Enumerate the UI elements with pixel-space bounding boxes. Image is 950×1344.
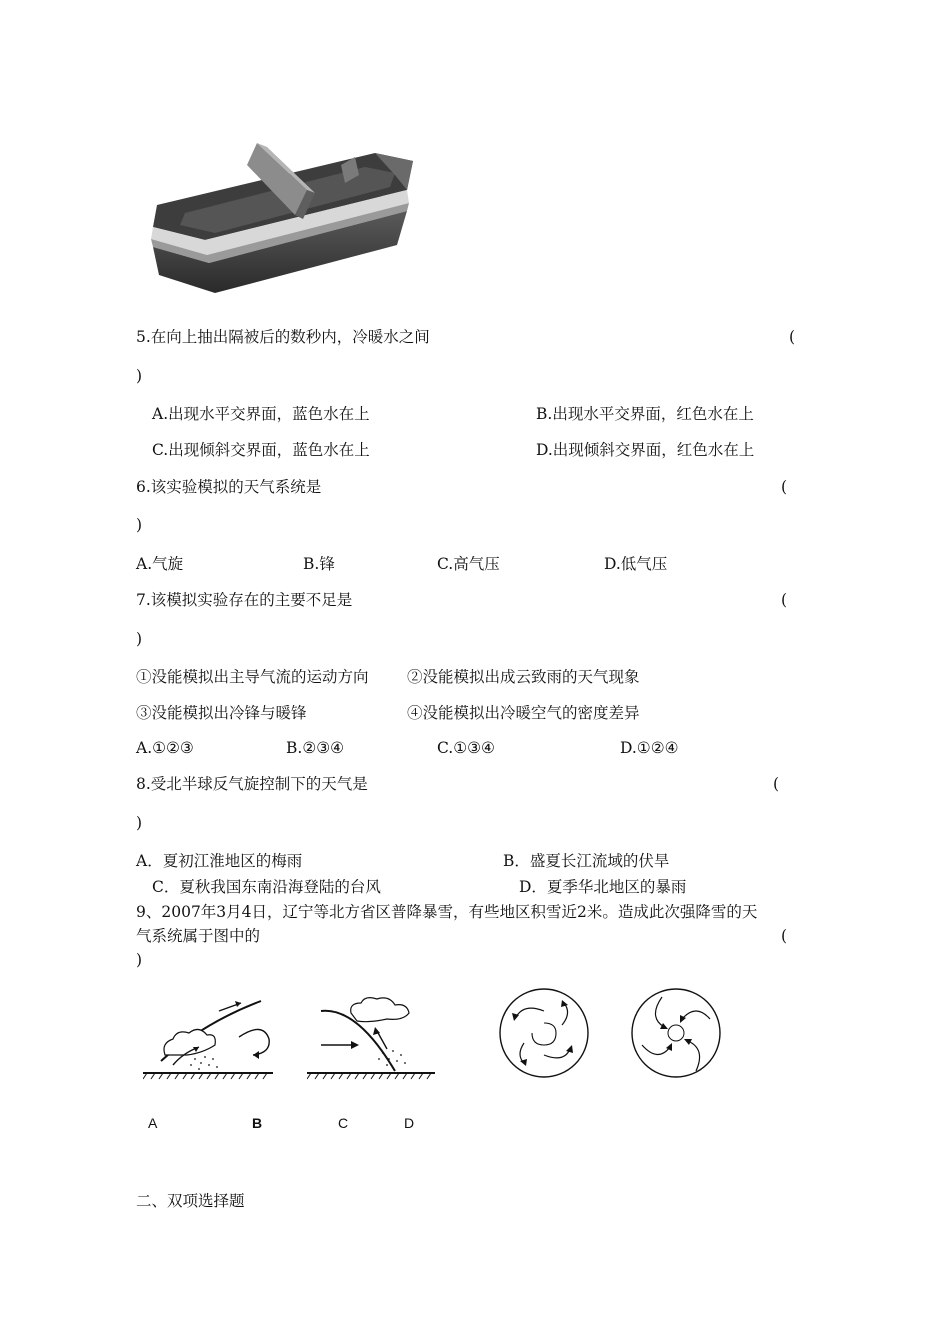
- figure-label-d: D: [404, 1115, 415, 1131]
- q8-option-b: B．盛夏长江流域的伏旱: [503, 852, 670, 870]
- q5-option-a: A.出现水平交界面，蓝色水在上: [152, 405, 370, 423]
- q5-option-c: C.出现倾斜交界面，蓝色水在上: [152, 441, 370, 459]
- q7-answer-paren-open: (: [781, 591, 788, 609]
- q7-option-d: D.①②④: [620, 739, 679, 757]
- figure-label-b: B: [252, 1115, 263, 1131]
- q9-answer-paren-open: (: [781, 927, 788, 945]
- q7-option-c: C.①③④: [437, 739, 495, 757]
- figure-circulation-inward: [626, 983, 726, 1083]
- q7-stem: 7.该模拟实验存在的主要不足是: [136, 591, 353, 609]
- q8-answer-paren-open: (: [773, 775, 780, 793]
- q8-option-a: A．夏初江淮地区的梅雨: [136, 852, 303, 870]
- q6-stem: 6.该实验模拟的天气系统是: [136, 478, 322, 496]
- q8-option-c: C．夏秋我国东南沿海登陆的台风: [152, 878, 381, 896]
- q5-option-b: B.出现水平交界面，红色水在上: [536, 405, 754, 423]
- q6-option-c: C.高气压: [437, 555, 500, 573]
- figure-label-a: A: [148, 1115, 158, 1131]
- q6-option-d: D.低气压: [604, 555, 668, 573]
- q5-option-d: D.出现倾斜交界面，红色水在上: [536, 441, 755, 459]
- q7-item-1: ①没能模拟出主导气流的运动方向: [136, 668, 369, 686]
- q9-answer-paren-close: ): [136, 951, 143, 969]
- q5-stem: 5.在向上抽出隔被后的数秒内，冷暖水之间: [136, 328, 430, 346]
- figure-a-cold-front: [143, 993, 283, 1083]
- q7-item-4: ④没能模拟出冷暖空气的密度差异: [407, 704, 640, 722]
- q8-stem: 8.受北半球反气旋控制下的天气是: [136, 775, 368, 793]
- q8-answer-paren-close: ): [136, 814, 143, 832]
- q6-answer-paren-close: ): [136, 516, 143, 534]
- q9-stem-line-1: 9、2007年3月4日，辽宁等北方省区普降暴雪，有些地区积雪近2米。造成此次强降雪的天: [136, 903, 758, 921]
- figure-circulation-outward: [494, 983, 594, 1083]
- q5-answer-paren-open: (: [789, 328, 796, 346]
- q6-option-a: A.气旋: [136, 555, 184, 573]
- section-2-title: 二、双项选择题: [136, 1192, 245, 1210]
- q7-option-b: B.②③④: [286, 739, 345, 757]
- q5-answer-paren-close: ): [136, 367, 143, 385]
- q7-option-a: A.①②③: [136, 739, 194, 757]
- q6-option-b: B.锋: [303, 555, 335, 573]
- q7-item-3: ③没能模拟出冷锋与暖锋: [136, 704, 307, 722]
- q7-item-2: ②没能模拟出成云致雨的天气现象: [407, 668, 640, 686]
- q7-answer-paren-close: ): [136, 630, 143, 648]
- figure-c-warm-front: [307, 993, 442, 1083]
- figure-label-c: C: [338, 1115, 349, 1131]
- q6-answer-paren-open: (: [781, 478, 788, 496]
- q9-stem-line-2: 气系统属于图中的: [136, 927, 261, 945]
- tank-experiment-figure: [145, 135, 415, 305]
- q8-option-d: D．夏季华北地区的暴雨: [519, 878, 687, 896]
